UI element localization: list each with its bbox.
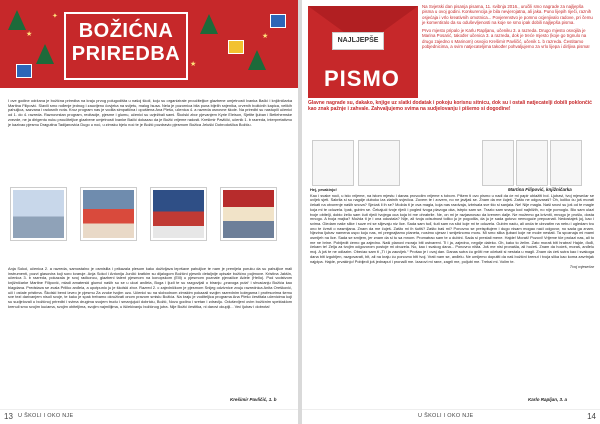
letter-signature: Karlo Rapljan, 3. a bbox=[528, 397, 568, 402]
page-footer bbox=[0, 409, 298, 424]
christmas-header-banner bbox=[0, 0, 298, 88]
award-closing: Glavne nagrade su, dakako, knjige uz slatki dodatak i pokoju korisnu sitnicu, dok su i ostali natjecatelji dobili poklončić kao znak pažnje i zahvale. Zahvaljujemo svima na sudjelovanju i pišemo si dogodine! bbox=[308, 100, 592, 112]
winner-photo bbox=[516, 140, 548, 186]
article-title bbox=[64, 12, 188, 80]
winner-photo bbox=[482, 140, 514, 186]
award-paragraph: Na Svjetski dan pisanja pisama, 11. svibnja 2016., uručili smo nagrade za najljepša pisma u ovoj godini. Konkurencija je bila nevjerojatna, ali jaka. Puno lijepih riječi, raznih osjećaja i vrlo kreativnih omotnica... Povjerenstvo je pomno ocjenjivalo radove, pri čemu je komentiralo da su oduševljenosti na koje se smo ipak dobili najljepša pisma. bbox=[422, 4, 593, 25]
star-icon: ✦ bbox=[52, 13, 58, 20]
tree-icon bbox=[8, 10, 26, 30]
footer-label: U ŠKOLI I OKO NJE bbox=[18, 413, 74, 419]
event-photo bbox=[220, 187, 277, 241]
gift-icon bbox=[270, 14, 286, 28]
envelope-word: PISMO bbox=[324, 66, 400, 91]
winner-photo bbox=[312, 140, 354, 186]
award-intro bbox=[422, 4, 594, 52]
left-page bbox=[0, 0, 298, 424]
winner-photo bbox=[358, 140, 400, 186]
event-photo bbox=[80, 187, 137, 241]
page-number: 13 bbox=[4, 412, 13, 421]
right-page bbox=[302, 0, 600, 424]
article-body: Anja Sokol, učenica 2. a razreda, samostalno je osmislila i prikazala plesom kako doživljava lepršave pahuljice te nam je prenijela poruku da su pahuljice mali instrumenti, pozvi glasovira koji soro kvaruje. Anja Sokol i Antonija Junčić kratkim su dijalogom Božićni pjesnik detaljnije opisale božićno pojimove. Kristina Jakšin, učenica 3. b razreda, pokazala je svoj radkoncu, glazbeni talent pjesmom na konopskom (Elli) u pjesmom poznate pjevačice Adele (Hello). Pod vodstvom knjižničarke Martine Filipović, mladi amaterski glumci naših su se u ulozi anđela, Boga i ljudi te su razgovijali o biranju „pravoga puta“ i shvaćanju Božića kao blagdana. Predstava se zvala Priliko anđela, a upotpunio ju je školski zbor. Razred 2. c zajedničkom je pjesmom Snijeg odzivnice zvuju razrednica Anita Orešković, uči i ostale pristima. Školski bend izveo je pjesmu Za zvuke tvojim uzu. Učenici su na slobodnom zimskim pokazali svojim razrednim kolegama i profesorima šemu sve tezi darivanjem nisoli svoje, te kako je spak trebamo okruživati onom pravom smislu Božića. Na kraju je voditeljica programa Ana Plešo čestitala učenicima koji su sudjelovali u božićnoj priredbi i svima drugima svojem trudu i smanjujući dobriciu, Božić, Novu godinu i sretan i zdravlju. Oduševljeni ovim božićnim spektaklom krenuli smo svojim kućama, svojim obiteljima, svojim najmilijima, u iščekivanju božićnog jutra. Nije Božić čestitka, ni darovi okuplji... Već ljubav i dobrota! bbox=[8, 266, 292, 309]
tree-icon bbox=[36, 44, 54, 64]
envelope-label: NAJLJEPŠE bbox=[332, 32, 384, 50]
page-footer bbox=[302, 409, 600, 424]
tree-icon bbox=[248, 50, 266, 70]
gift-icon bbox=[228, 40, 244, 54]
letter-greeting: Hej, prvakinjo! bbox=[310, 187, 337, 192]
letter-closing: Tvoj mjesečar bbox=[569, 264, 594, 270]
article-signature: Krešimir Pavličić, 1. b bbox=[230, 397, 277, 402]
page-number: 14 bbox=[587, 412, 596, 421]
title-line1: BOŽIĆNA bbox=[78, 20, 174, 42]
footer-label: U ŠKOLI I OKO NJE bbox=[418, 413, 474, 419]
star-icon: ★ bbox=[190, 61, 197, 68]
tree-icon bbox=[200, 14, 218, 34]
letter-body: Kao i svake noći, u isto vrijeme, na istom mjestu i danas provodim vrijeme s tobom. Pišem ti ovo pismo u nadi da će mi papir ublažiti bol. Ljubavi, tvoj mjesečar se uvijek sjeti. Sakrila si su nagdje duboko iza zlatnih svjećica. Zovem te i zovem, no ne javljaš se. Znam da me čuješ. Zašto ne odgovaraš? Oh, koliko ću još morati čekati na otvorenje naših snova? Sjećaš li ih se? Možda ti je ova magla, koja nas razdvaja, izbrisala sve što si sanjala. Ne! Nije magla. Naši snovi su još od te magle koja mi te oduzela. Ipak, gubim se. Čekajući tvoje riječi i pogled tvoga plavoga oka, istrpio sam se. Trazio sam snagu kod najbližih, no nije pomoglo. Bio sam ulazi tvoje obitelji, dobio želio sam čuti riječi tvojega oca koja bi me ohrabrile. Ne, on mi je razjasnovao da krenem dalje. Ne možemo ga krivniti, mnogo je prošlo, dosta mnogo. A tvoja majka? Možda ti je i ona odustala? Nije, ali tvoja odsutnost toliko ju je pogodila, da ju je sada gotovo nemoguće prepoznati. Nedostaješ joj, kao i svima. Gledam naše slike i suze mi se slijevaju niz lice. Sada sam tuđ, šuti sam na slici koje mi te oduzela. Gubim nadu, ali onda te ubrzatim na nebu i ugledam tvu ono te čvrsti o nasmijana. Znam da me čuješ. Zašto mi ih šutiš? Zašto baš mi? Ponovno se preispitujem i dugo nisam mogao naći odgovor, no sada ga znam. Njezina ljubav namena uspo koju nas, mi pregnajtamo planeta, nosimo ujesar i smiješnomu moru. Mi smo slika ljubavi koje ne može nestati. Ta spoznaja mi mami osmijeh na lice. Sada se smijem, jer znam da si tu sa mnom. Promatrao sam te u dubini. Sada si prestali mene. Hajde! Moraš! Pozovi! Vrijeme tče prolazi nas, ali to me ne brine. Pobijedit ćemo ga zajedno. Naši planovi morajo biti ostvareni. Ti i ja, zajedno, negdje daleko. Oh, kako to želim. Zato moraš biti hrabra! Hajde, đođi, čekam te! Zelja za tvojim odgovorom postoje mi obuzela. No, kao i svakog dana... Ponovno ništa. Još me nisi pronašla, ali hoćeš. Znam da hoćeš, moraš, anđelu moj. A još te ne odlazim. Obećao sam ti „Ti i ja zauvijek.“ Prošao je i ovaj dan. Danas sutra ću grčiti me očekati si nestala u magli. Znam da ćeš sutra kao i svakoga dana biti izgubljen, razgovarati, bit, ali na kraju ću ponovno biti tvoj. Vrati nam se, anđelu. Ne umijemo doputiti da naš božićni krenut i tvoja slika kao koma zavrtnjak najpipa. Hajde, prvakinjo! Pobijedi još jednaput i pronađi me. Izazovi mi rane, zagrli me, poljubi me. Trebai mi. Volim te. bbox=[310, 192, 594, 264]
article-intro: I ove godine održana je božićna priredba na kraju prvog polugodišta u našoj školi, koju su organizirale proučiteljice glazbene umjetnosti Ivanka Bačić i knjižničarka Martina Filipović. Slavili smo rođenje jednog i zauvijeno čovjeka na svijetu, malog Isusa. Nela je pozornica bila puna bijelih snjenika, crvenih božićnih kapica, velikih pahuljica, sazvana i radosnih nota. Kroz program nas je vodila simpatična i opuštena Ana Plešo, učenica 4. a razreda osnovne škole. Na priredbi su nastupili učenici od 1. do 4. razreda. Raznovrstan program, recitacije, pjesme i glumu, učenici su uvježbali sami. Školski zbor pjevanjem Kyrie Eleison, Sjetite ljuban i Betlehemske zvezde, ne ja dirigentu nuku proučiteljice glazbene umjetnosti Ivanke Bačić dokazao da je Božić vrijeme radosti. Krešimir Pavličić, učenik 1. b razreda, interpretativno je kazivao pjesmu Dragutina Tadijanovića Dugo u noć, u zimsku bjelu noć te je Božić pozdravio pjesmom Božica Jelušić Dobrodošlica Božiću. bbox=[8, 98, 292, 127]
winner-photo bbox=[550, 140, 582, 186]
letter-text bbox=[310, 188, 594, 270]
award-paragraph: Prvo mjesto pripalo je Karlu Rapljanu, učeniku 3. a razreda. Drugo mjesto osvojila je Marina Posarić, također učenica 3. a razreda, dok je treće mjesto (koje go trgnulo na drugo zajedno s Marinom) osvojio Krešimir Pavličić, učenik 1. b razreda. Čestitamo pobjednicima, a svim natjecateljima također pohvaljujemo za vrlo lijepa i dirljiva pisma! bbox=[422, 28, 590, 50]
event-photo bbox=[150, 187, 207, 241]
librarian-signature: Martina Filipović, knjižničarka bbox=[508, 187, 572, 192]
envelope-graphic bbox=[308, 6, 418, 98]
star-icon: ★ bbox=[262, 33, 269, 40]
title-line2: PRIREDBA bbox=[71, 43, 181, 65]
letter-header bbox=[302, 0, 600, 146]
star-icon: ★ bbox=[26, 31, 33, 38]
event-photo bbox=[10, 187, 67, 241]
gift-icon bbox=[16, 64, 32, 78]
